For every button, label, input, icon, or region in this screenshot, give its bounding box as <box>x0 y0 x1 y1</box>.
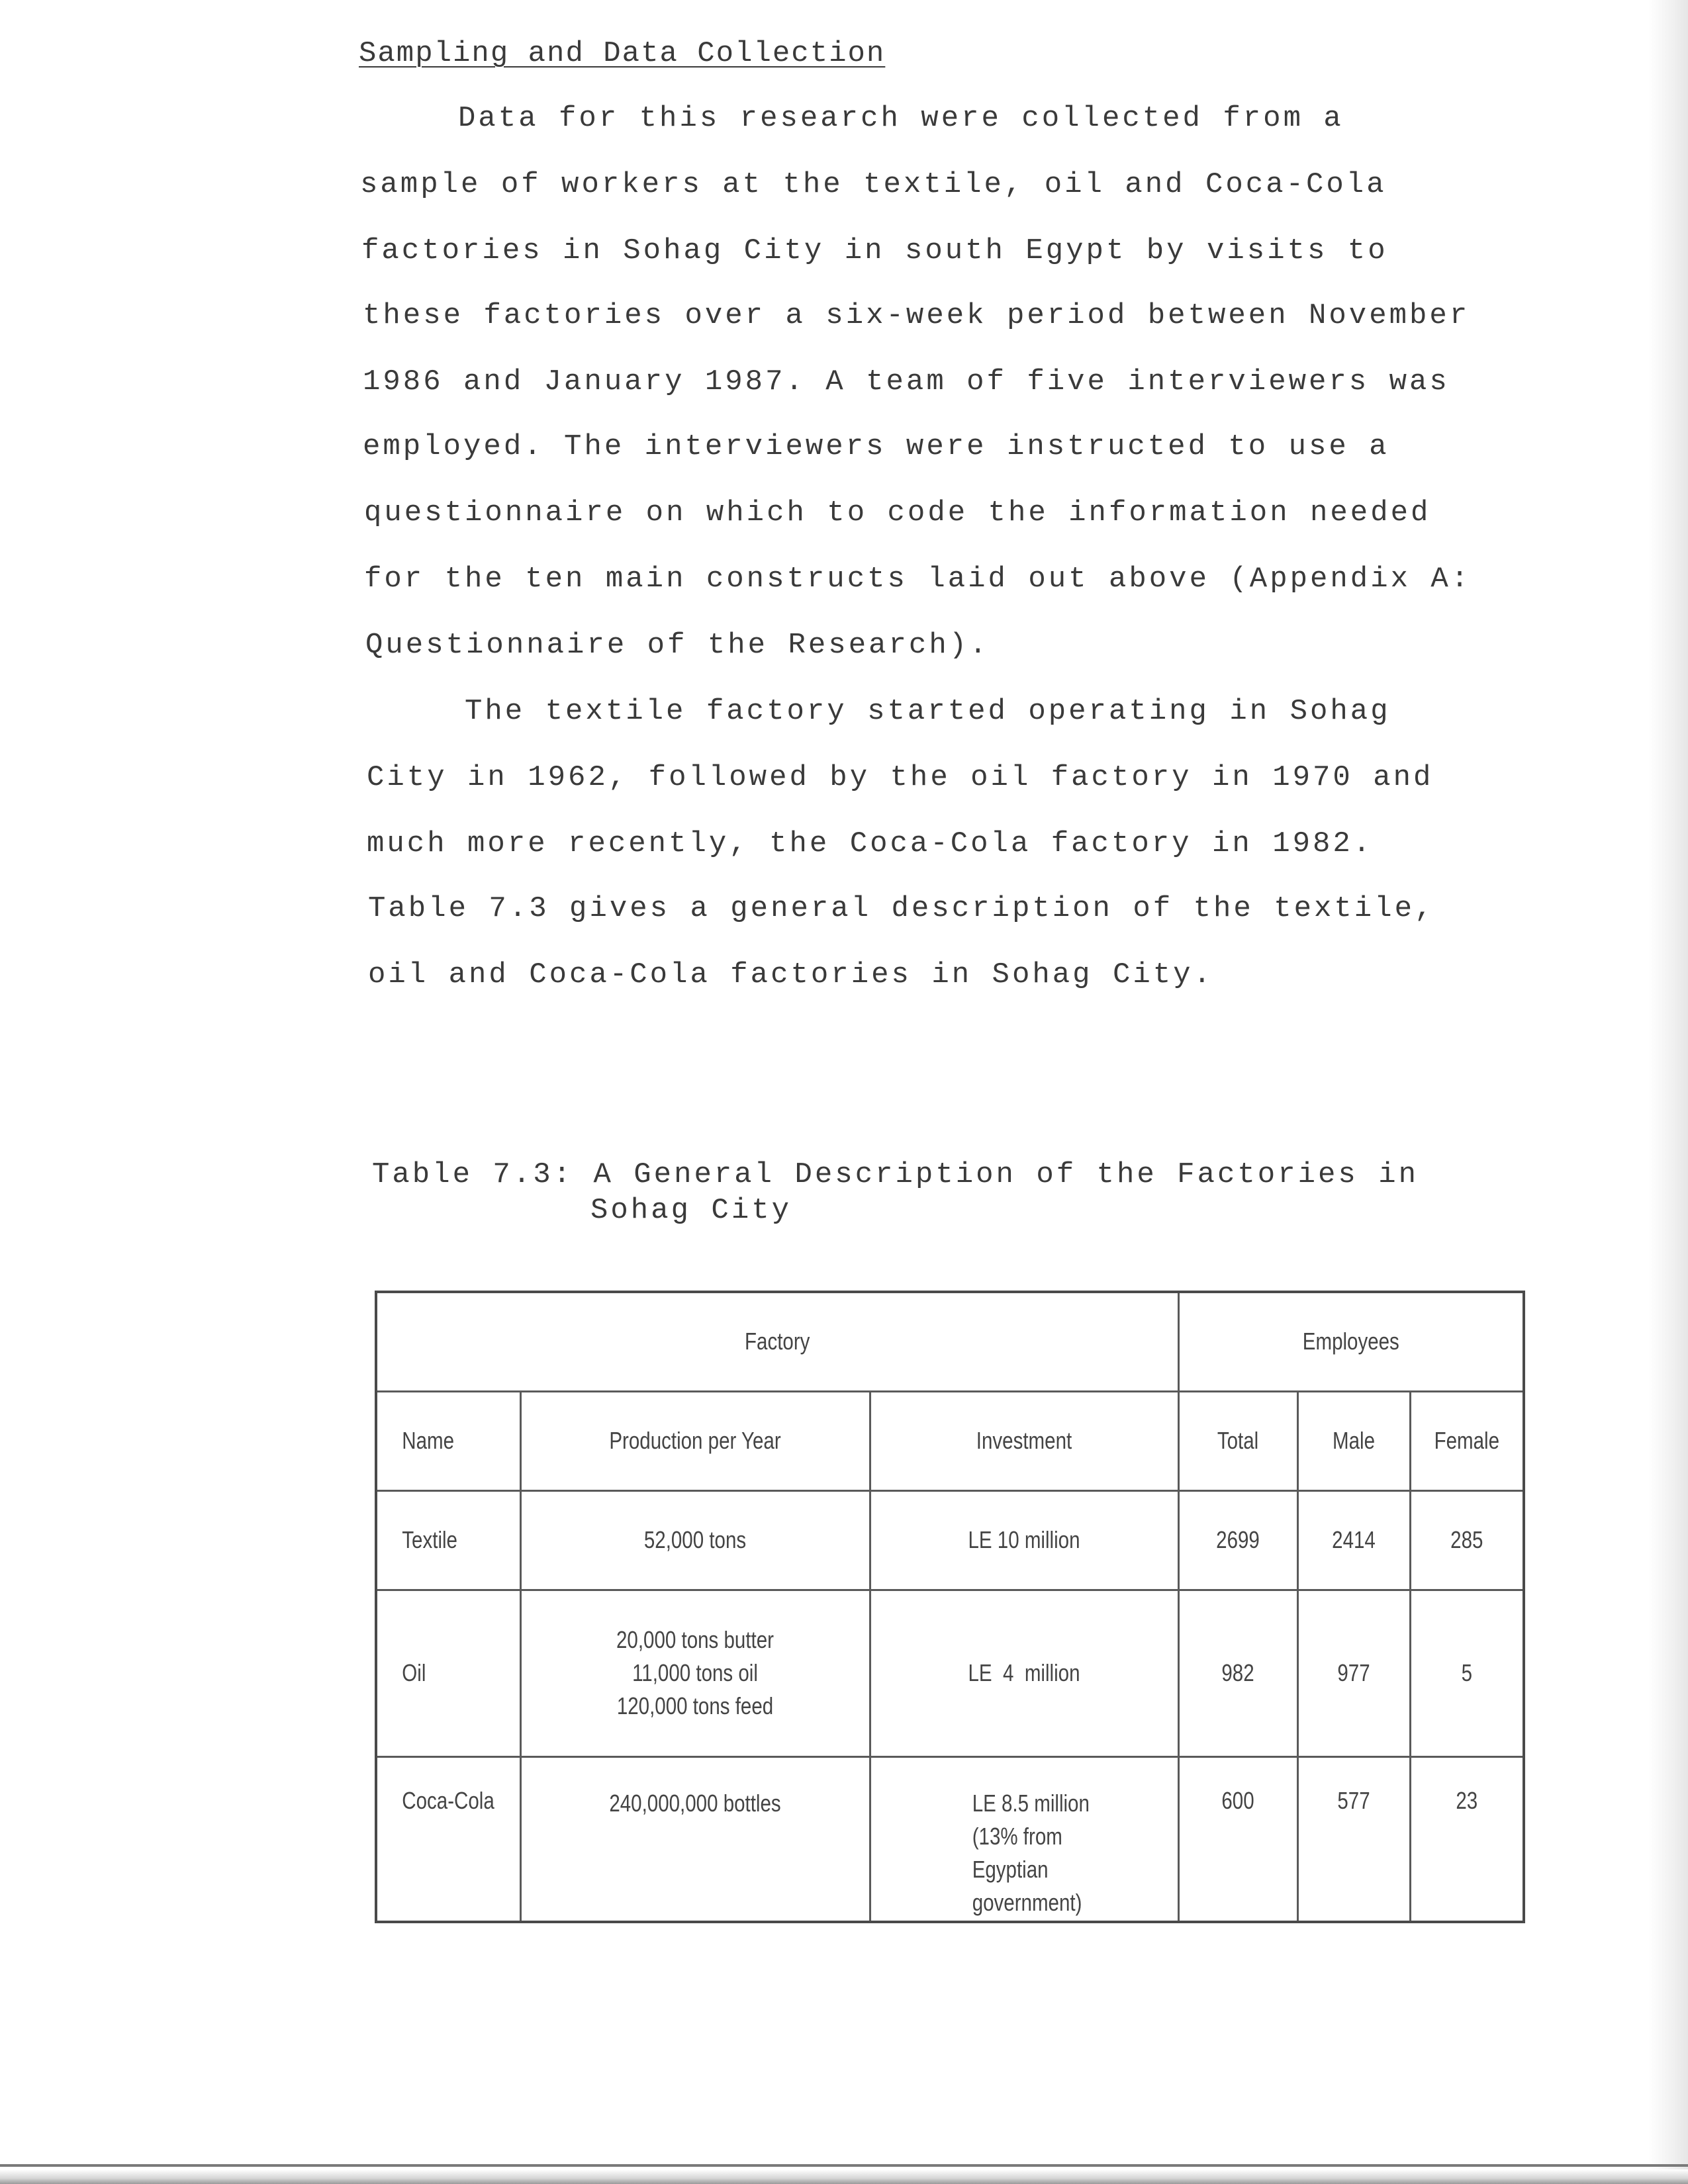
column-header-production: Production per Year <box>552 1391 839 1490</box>
column-header-female: Female <box>1420 1391 1513 1490</box>
column-header-name: Name <box>389 1391 508 1490</box>
body-line: these factories over a six-week period between November <box>363 299 1470 332</box>
male-employees-cell: 577 <box>1307 1756 1399 1922</box>
investment-cell <box>898 1590 1150 1756</box>
body-line: much more recently, the Coca-Cola factory in 1982. <box>367 827 1374 860</box>
production-line: 240,000,000 bottles <box>609 1789 781 1817</box>
male-employees-cell: 2414 <box>1307 1490 1399 1590</box>
investment-line: government) <box>972 1888 1082 1916</box>
scan-bottom-rule <box>0 2164 1688 2167</box>
production-cell <box>552 1590 839 1756</box>
investment-line: (13% from Egyptian <box>972 1822 1062 1883</box>
column-header-investment: Investment <box>898 1391 1150 1490</box>
body-line: for the ten main constructs laid out above (Appendix A: <box>364 563 1472 596</box>
factory-group-header: Factory <box>448 1292 1106 1391</box>
body-line: questionnaire on which to code the information needed <box>364 496 1431 529</box>
column-header-male: Male <box>1307 1391 1399 1490</box>
investment-cell <box>898 1490 1150 1590</box>
production-cell <box>552 1756 839 1922</box>
column-header-total: Total <box>1189 1391 1287 1490</box>
table-caption-line: Table 7.3: A General Description of the Factories in <box>372 1158 1419 1191</box>
body-line: Data for this research were collected from a <box>458 102 1344 135</box>
production-cell <box>552 1490 839 1590</box>
page-bottom-edge <box>0 2169 1688 2184</box>
total-employees-cell: 600 <box>1189 1756 1287 1922</box>
investment-line: LE 4 million <box>968 1659 1080 1686</box>
body-line: 1986 and January 1987. A team of five interviewers was <box>363 365 1450 398</box>
production-line: 52,000 tons <box>643 1526 747 1553</box>
investment-line: LE 10 million <box>968 1526 1080 1553</box>
male-employees-cell: 977 <box>1307 1590 1399 1756</box>
section-heading: Sampling and Data Collection <box>359 37 886 70</box>
body-line: Questionnaire of the Research). <box>365 629 990 662</box>
table-caption <box>372 1157 1419 1228</box>
factory-name-cell: Textile <box>389 1490 508 1590</box>
total-employees-cell: 2699 <box>1189 1490 1287 1590</box>
body-line: oil and Coca-Cola factories in Sohag City. <box>368 958 1213 991</box>
body-line: The textile factory started operating in Sohag <box>465 695 1391 728</box>
investment-line: LE 8.5 million <box>972 1789 1090 1817</box>
factory-name-cell: Coca-Cola <box>389 1756 508 1922</box>
table-row <box>376 1490 1524 1590</box>
table-column-header-row <box>376 1391 1524 1490</box>
female-employees-cell: 23 <box>1420 1756 1513 1922</box>
table-row <box>376 1756 1524 1922</box>
table-row <box>376 1590 1524 1756</box>
table-caption-line: Sohag City <box>590 1194 792 1227</box>
body-line: Table 7.3 gives a general description of the textile, <box>368 892 1435 925</box>
page-edge-shadow <box>1648 0 1688 2184</box>
female-employees-cell: 285 <box>1420 1490 1513 1590</box>
production-line: 11,000 tons oil <box>632 1659 758 1686</box>
employees-group-header: Employees <box>1209 1292 1493 1391</box>
factory-table <box>375 1291 1525 1923</box>
body-line: factories in Sohag City in south Egypt by visits to <box>361 234 1388 267</box>
body-line: employed. The interviewers were instructed to use a <box>363 430 1389 463</box>
female-employees-cell: 5 <box>1420 1590 1513 1756</box>
production-line: 120,000 tons feed <box>616 1692 774 1719</box>
body-line: sample of workers at the textile, oil and Coca-Cola <box>360 168 1387 201</box>
table-group-header-row <box>376 1292 1524 1391</box>
body-line: City in 1962, followed by the oil factory in 1970 and <box>367 761 1434 794</box>
production-line: 20,000 tons butter <box>616 1626 774 1653</box>
investment-cell <box>898 1756 1150 1922</box>
total-employees-cell: 982 <box>1189 1590 1287 1756</box>
factory-name-cell: Oil <box>389 1590 508 1756</box>
